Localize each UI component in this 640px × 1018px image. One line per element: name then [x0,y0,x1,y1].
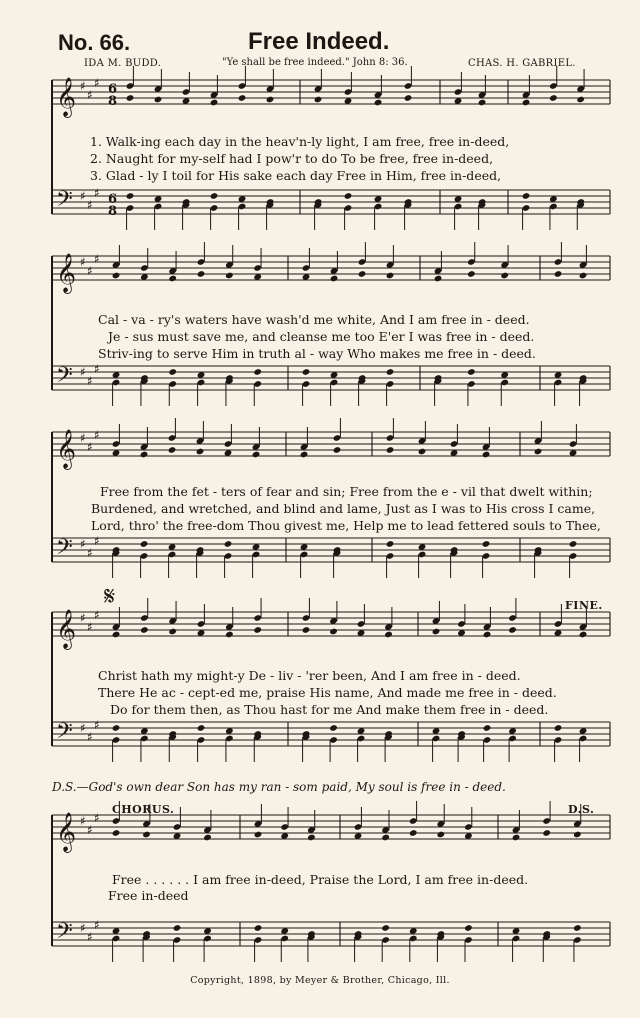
time-signature-bottom: 8 [108,94,118,109]
key-sharp: ♯ [87,546,93,560]
note-head [512,834,521,842]
bass-clef: 𝄢 [56,187,73,217]
lyric-line: Christ hath my might-y De - liv - 'rer been, And I am free in - deed. [98,668,521,683]
note-head [302,626,311,634]
note-head [409,829,418,837]
note-head [197,724,206,732]
note-head [482,451,491,459]
note-head [579,631,588,639]
note-head [549,94,558,102]
time-signature-top: 6 [108,192,118,207]
key-sharp: ♯ [87,440,93,454]
fine-marking: FINE. [565,599,603,612]
treble-clef: 𝄞 [56,609,77,649]
note-head [478,99,487,107]
chorus-lyric-line: Free . . . . . . I am free in-deed, Praise the Lord, I am free in-deed. [112,872,529,887]
key-sharp: ♯ [87,823,93,837]
note-head [374,99,383,107]
key-sharp: ♯ [80,921,86,935]
note-head [330,275,339,283]
lyric-line: Free from the fet - ters of fear and sin; Free from the e - vil that dwelt within; [100,484,593,499]
lyricist-credit: IDA M. BUDD. [84,58,162,69]
key-sharp: ♯ [94,534,100,548]
treble-clef: 𝄞 [56,77,77,117]
note-head [112,631,121,639]
note-head [500,272,509,280]
note-head [467,368,476,376]
note-head [436,831,445,839]
note-head [542,829,551,837]
note-head [573,831,582,839]
segno-sign: 𝄋 [104,582,116,612]
bass-clef: 𝄢 [56,535,73,565]
note-head [314,96,323,104]
note-head [254,924,263,932]
note-head [126,192,135,200]
note-head [534,448,543,456]
key-sharp: ♯ [80,814,86,828]
key-sharp: ♯ [80,431,86,445]
note-head [483,631,492,639]
note-head [210,99,219,107]
note-head [112,724,121,732]
key-sharp: ♯ [87,930,93,944]
note-head [126,94,135,102]
key-sharp: ♯ [80,611,86,625]
note-head [196,448,205,456]
note-head [579,272,588,280]
note-head [225,631,234,639]
note-head [358,270,367,278]
note-head [386,446,395,454]
note-head [508,626,517,634]
note-head [386,540,395,548]
note-head [569,540,578,548]
key-sharp: ♯ [87,374,93,388]
time-signature-bottom: 8 [108,204,118,219]
note-head [168,628,177,636]
note-head [467,270,476,278]
key-sharp: ♯ [87,198,93,212]
key-sharp: ♯ [87,88,93,102]
note-head [302,368,311,376]
note-head [329,724,338,732]
key-sharp: ♯ [87,730,93,744]
note-head [432,628,441,636]
lyric-line: Je - sus must save me, and cleanse me too E'er I was free in - deed. [108,329,535,344]
key-sharp: ♯ [94,918,100,932]
note-head [576,96,585,104]
note-head [197,270,206,278]
note-head [522,192,531,200]
note-head [344,192,353,200]
note-head [168,446,177,454]
note-head [112,829,121,837]
key-sharp: ♯ [80,255,86,269]
key-sharp: ♯ [80,365,86,379]
note-head [266,96,275,104]
lyric-line: Burdened, and wretched, and blind and lame, Just as I was to His cross I came, [91,501,596,516]
note-head [252,451,261,459]
note-head [168,368,177,376]
note-head [173,924,182,932]
note-head [418,448,427,456]
note-head [381,834,390,842]
note-head [140,626,149,634]
note-head [154,96,163,104]
time-signature-top: 6 [108,82,118,97]
key-sharp: ♯ [80,721,86,735]
ds-marking: D.S. [568,803,595,816]
lyric-line: There He ac - cept-ed me, praise His name, And made me free in - deed. [98,685,557,700]
hymn-title: Free Indeed. [248,28,390,55]
note-head [112,272,121,280]
key-sharp: ♯ [94,252,100,266]
treble-clef: 𝄞 [56,812,77,852]
lyric-line: 2. Naught for my-self had I pow'r to do To be free, free in-deed, [90,151,494,166]
note-head [573,924,582,932]
ds-lyric-line: D.S.—God's own dear Son has my ran - som paid, My soul is free in - deed. [52,780,506,794]
note-head [386,368,395,376]
key-sharp: ♯ [94,186,100,200]
key-sharp: ♯ [94,76,100,90]
note-head [384,631,393,639]
note-head [329,628,338,636]
note-head [522,99,531,107]
note-head [483,724,492,732]
composer-credit: CHAS. H. GABRIEL. [468,58,576,69]
bass-clef: 𝄢 [56,719,73,749]
key-sharp: ♯ [87,620,93,634]
note-head [224,540,233,548]
hymn-number: No. 66. [58,30,131,55]
note-head [307,834,316,842]
note-head [386,272,395,280]
key-sharp: ♯ [80,189,86,203]
note-head [554,724,563,732]
treble-clef: 𝄞 [56,429,77,469]
key-sharp: ♯ [80,79,86,93]
key-sharp: ♯ [87,264,93,278]
note-head [210,192,219,200]
note-head [254,831,263,839]
note-head [253,626,262,634]
lyric-line: 3. Glad - ly I toil for His sake each day Free in Him, free in-deed, [90,168,502,183]
chorus-marking: CHORUS. [112,803,175,816]
key-sharp: ♯ [94,428,100,442]
lyric-line: Lord, thro' the free-dom Thou givest me, Help me to lead fettered souls to Thee, [91,518,601,533]
lyric-line: Striv-ing to serve Him in truth al - way Who makes me free in - deed. [98,346,536,361]
note-head [482,540,491,548]
key-sharp: ♯ [94,362,100,376]
note-head [464,924,473,932]
bass-clef: 𝄢 [56,919,73,949]
note-head [140,451,149,459]
note-head [238,94,247,102]
note-head [404,94,413,102]
note-head [253,368,262,376]
copyright-notice: Copyright, 1898, by Meyer & Brother, Chicago, Ill. [190,975,450,986]
note-head [333,446,342,454]
treble-clef: 𝄞 [56,253,77,293]
note-head [434,275,443,283]
note-head [300,451,309,459]
note-head [140,540,149,548]
key-sharp: ♯ [94,608,100,622]
note-head [554,270,563,278]
chorus-bass-lyric: Free in-deed [108,888,189,903]
note-head [142,831,151,839]
scripture-reference: "Ye shall be free indeed." John 8: 36. [222,57,408,68]
key-sharp: ♯ [94,718,100,732]
key-sharp: ♯ [80,537,86,551]
key-sharp: ♯ [94,811,100,825]
note-head [203,834,212,842]
note-head [225,272,234,280]
note-head [381,924,390,932]
bass-clef: 𝄢 [56,363,73,393]
lyric-line: Cal - va - ry's waters have wash'd me white, And I am free in - deed. [98,312,530,327]
lyric-line: Do for them then, as Thou hast for me And make them free in - deed. [110,702,549,717]
note-head [168,275,177,283]
lyric-line: 1. Walk-ing each day in the heav'n-ly light, I am free, free in-deed, [90,134,510,149]
